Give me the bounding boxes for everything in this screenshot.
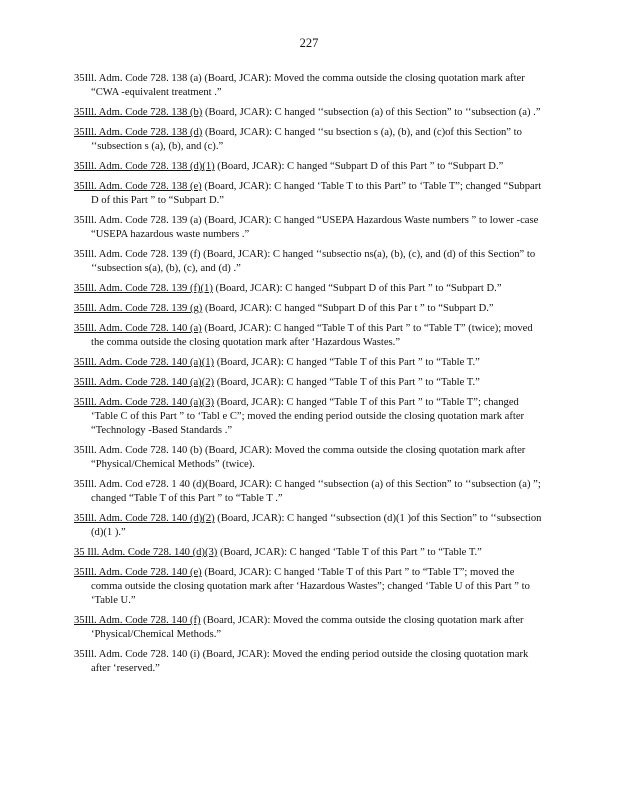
- amendment-list: [74, 72, 546, 682]
- amendment-entry: [74, 72, 546, 100]
- amendment-entry: [74, 248, 546, 276]
- amendment-entry: [74, 160, 546, 174]
- code-citation: 35Ill. Adm. Code 728. 138 (d): [74, 127, 203, 138]
- code-citation: 35Ill. Adm. Code 728. 139 (a): [74, 215, 202, 226]
- amendment-entry: [74, 356, 546, 370]
- code-citation: 35 Ill. Adm. Code 728. 140 (d)(3): [74, 547, 218, 558]
- amendment-text: (Board, JCAR): Moved the comma outside the closing quotation mark after ‘Physical/Chemical Methods.”: [91, 615, 524, 640]
- amendment-entry: [74, 214, 546, 242]
- amendment-entry: [74, 444, 546, 472]
- amendment-text: (Board, JCAR): Moved the comma outside the closing quotation mark after “CWA -equivalent treatment .”: [91, 73, 525, 98]
- code-citation: 35Ill. Adm. Cod e728. 1 40 (d): [74, 479, 205, 490]
- code-citation: 35Ill. Adm. Code 728. 138 (a): [74, 73, 202, 84]
- code-citation: 35Ill. Adm. Code 728. 140 (b): [74, 445, 203, 456]
- code-citation: 35Ill. Adm. Code 728. 139 (g): [74, 303, 203, 314]
- code-citation: 35Ill. Adm. Code 728. 140 (d)(2): [74, 513, 215, 524]
- amendment-text: (Board, JCAR): C hanged ‘‘su bsection s (a), (b), and (c)of this Section” to ‘‘subsection s (a), (b), and (c).”: [91, 127, 522, 152]
- amendment-entry: [74, 546, 546, 560]
- amendment-text: (Board, JCAR): C hanged ‘Table T of this Part ” to “Table T.”: [217, 547, 482, 558]
- code-citation: 35Ill. Adm. Code 728. 140 (e): [74, 567, 202, 578]
- amendment-entry: [74, 648, 546, 676]
- amendment-entry: [74, 396, 546, 438]
- code-citation: 35Ill. Adm. Code 728. 140 (a)(1): [74, 357, 215, 368]
- amendment-text: (Board, JCAR): C hanged ‘‘subsection (a) of this Section” to ‘‘subsection (a) .”: [202, 107, 541, 118]
- amendment-text: (Board, JCAR): Moved the ending period outside the closing quotation mark after ‘reserved.”: [91, 649, 529, 674]
- amendment-text: (Board, JCAR): C hanged “USEPA Hazardous Waste numbers ” to lower -case “USEPA hazardous waste numbers .”: [91, 215, 539, 240]
- amendment-text: (Board, JCAR): C hanged “Table T of this Part ” to “Table T.”: [214, 377, 480, 388]
- page-number: 227: [299, 36, 319, 50]
- amendment-entry: [74, 512, 546, 540]
- amendment-text: (Board, JCAR): C hanged “Table T of this Part ” to “Table T”; changed ‘Table C of this Part ” to ‘Tabl e C”; moved the ending period outside the closing quotation mark after “Technology -Based Standards .”: [91, 397, 525, 436]
- amendment-text: (Board, JCAR): C hanged “Subpart D of this Part ” to “Subpart D.”: [212, 283, 502, 294]
- amendment-entry: [74, 282, 546, 296]
- amendment-text: (Board, JCAR): C hanged “Subpart D of this Par t ” to “Subpart D.”: [202, 303, 494, 314]
- code-citation: 35Ill. Adm. Code 728. 140 (a)(2): [74, 377, 215, 388]
- code-citation: 35Ill. Adm. Code 728. 139 (f): [74, 249, 201, 260]
- amendment-entry: [74, 126, 546, 154]
- amendment-text: (Board, JCAR): C hanged “Table T of this Part ” to “Table T.”: [214, 357, 480, 368]
- amendment-text: (Board, JCAR): C hanged ‘Table T to this Part” to ‘Table T”; changed “Subpart D of this Part ” to “Subpart D.”: [91, 181, 542, 206]
- amendment-text: (Board, JCAR): C hanged ‘‘subsection (a) of this Section” to ‘‘subsection (a) ”; changed “Table T of this Part ” to “Table T .”: [91, 479, 541, 504]
- amendment-entry: [74, 614, 546, 642]
- amendment-entry: [74, 302, 546, 316]
- code-citation: 35Ill. Adm. Code 728. 140 (f): [74, 615, 201, 626]
- amendment-text: (Board, JCAR): C hanged ‘‘subsection (d)(1 )of this Section” to ‘‘subsection (d)(1 ).”: [91, 513, 542, 538]
- code-citation: 35Ill. Adm. Code 728. 140 (a)(3): [74, 397, 215, 408]
- amendment-entry: [74, 478, 546, 506]
- amendment-text: (Board, JCAR): Moved the comma outside the closing quotation mark after “Physical/Chemical Methods” (twice).: [91, 445, 526, 470]
- code-citation: 35Ill. Adm. Code 728. 138 (d)(1): [74, 161, 215, 172]
- amendment-entry: [74, 322, 546, 350]
- amendment-entry: [74, 106, 546, 120]
- code-citation: 35Ill. Adm. Code 728. 138 (b): [74, 107, 203, 118]
- amendment-text: (Board, JCAR): C hanged “Table T of this Part ” to “Table T” (twice); moved the comma outside the closing quotation mark after ‘Hazardous Wastes.”: [91, 323, 533, 348]
- amendment-text: (Board, JCAR): C hanged ‘‘subsectio ns(a), (b), (c), and (d) of this Section” to ‘‘subsection s(a), (b), (c), and (d) .”: [91, 249, 536, 274]
- code-citation: 35Ill. Adm. Code 728. 138 (e): [74, 181, 202, 192]
- amendment-entry: [74, 376, 546, 390]
- amendment-text: (Board, JCAR): C hanged ‘Table T of this Part ” to “Table T”; moved the comma outside the closing quotation mark after ‘Hazardous Wastes”; changed ‘Table U of this Part ” to ‘Table U.”: [91, 567, 530, 606]
- code-citation: 35Ill. Adm. Code 728. 140 (i): [74, 649, 200, 660]
- amendment-text: (Board, JCAR): C hanged “Subpart D of this Part ” to “Subpart D.”: [214, 161, 504, 172]
- amendment-entry: [74, 180, 546, 208]
- code-citation: 35Ill. Adm. Code 728. 139 (f)(1): [74, 283, 213, 294]
- amendment-entry: [74, 566, 546, 608]
- code-citation: 35Ill. Adm. Code 728. 140 (a): [74, 323, 202, 334]
